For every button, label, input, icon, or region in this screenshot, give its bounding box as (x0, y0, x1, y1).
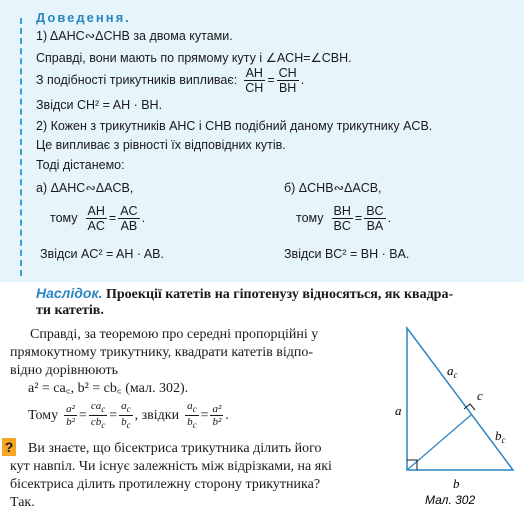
fraction-numerator: AH (245, 66, 263, 80)
case-a-heading: а) ΔAHC∾ΔACB, (36, 181, 134, 195)
label-ac-main: a (447, 363, 454, 378)
fraction-denominator: BA (366, 219, 384, 233)
fraction-ac-bc (119, 400, 133, 431)
fraction-numerator: AH (87, 204, 105, 218)
corollary-text-2-wrap (36, 302, 104, 319)
fraction-denominator: $b_c$ (187, 416, 197, 431)
fraction-denominator: b² (212, 416, 222, 429)
fraction-numerator: AC (120, 204, 138, 218)
case-b-result: Звідси BC² = BH · BA. (284, 247, 410, 261)
question-line-3: бісектриса ділить протилежну сторону трикутника? (10, 477, 321, 492)
fraction-a2-b2 (64, 403, 77, 428)
fraction-ac-bc-2 (185, 400, 199, 431)
question-mark-icon: ? (2, 438, 16, 456)
right-angle-mark-h (464, 404, 475, 410)
label-ac (447, 363, 458, 380)
case-a-result: Звідси AC² = AH · AB. (40, 247, 164, 261)
proof-line-6: Це випливає з рівності їх відповідних кутів. (36, 138, 286, 152)
proof-line-4: Звідси CH² = AH · BH. (36, 98, 163, 112)
fraction-bh-bc (332, 204, 353, 233)
fraction-numerator: $ca_c$ (90, 400, 106, 415)
label-bc-sub: c (501, 435, 506, 445)
proof-dash-line (20, 18, 22, 276)
body-line-2: прямокутному трикутнику, квадрати катетів відпо- (10, 345, 313, 360)
proof-line-1: 1) ΔAHC∾ΔCHB за двома кутами. (36, 29, 233, 43)
question-line-2: кут навпіл. Чи існує залежність між відрізками, на які (10, 459, 332, 474)
fraction-denominator: CH (245, 81, 264, 95)
case-b-tomu: тому (296, 211, 324, 225)
case-b-ratio: тому $\frac{BH}{BC}$ = $\frac{BC}{BA}$ . (296, 204, 392, 233)
case-a-ratio: тому $\frac{AH}{AC}$ = $\frac{AC}{AB}$ . (50, 204, 146, 233)
label-ac-sub: c (453, 370, 458, 380)
fraction-numerator: $a_c$ (121, 400, 131, 415)
body-line-4: a² = ca꜀, b² = cb꜀ (мал. 302). (28, 381, 189, 396)
question-line-4: Так. (10, 495, 35, 510)
corollary (36, 285, 516, 303)
fraction-numerator: a² (212, 403, 222, 416)
fraction-ch-bh (277, 66, 299, 95)
fraction-denominator: $b_c$ (121, 416, 131, 431)
fraction-denominator: $cb_c$ (90, 416, 106, 431)
label-b: b (453, 476, 460, 491)
fraction-denominator: AC (87, 219, 105, 233)
proof-line-3-text: З подібності трикутників випливає: (36, 73, 238, 87)
fraction-ah-ac (86, 204, 107, 233)
fraction-bc-ba (364, 204, 385, 233)
fraction-a2-b2-2 (210, 403, 223, 428)
fraction-numerator: CH (278, 66, 297, 80)
fraction-ac-ab (118, 204, 139, 233)
corollary-text-1: Проекції катетів на гіпотенузу відносяться, як квадра- (105, 287, 454, 302)
fraction-numerator: $a_c$ (187, 400, 197, 415)
fraction-denominator: b² (66, 416, 75, 429)
label-bc-main: b (495, 428, 502, 443)
label-a: a (395, 403, 402, 418)
triangle-outline (407, 328, 513, 470)
corollary-title: Наслідок. (36, 285, 103, 301)
fraction-numerator: a² (66, 403, 75, 416)
body-line-3: відно дорівнюють (10, 363, 118, 378)
fraction-numerator: BC (366, 204, 384, 218)
label-c: c (477, 388, 483, 403)
case-b-heading: б) ΔCHB∾ΔACB, (284, 181, 382, 195)
body-line-5: Тому $\frac{\text{a²}}{\text{b²}}$ = $\frac{ca_c}{cb_c}$ = $\frac{a_c}{b_c}$ , звідки $\frac{a_c}{b_c}$ = $\frac{\text{a²}}{\text{b²}}$ . (28, 400, 229, 431)
fraction-numerator: BH (333, 204, 351, 218)
fraction-denominator: BC (333, 219, 351, 233)
case-a-tomu: тому (50, 211, 78, 225)
fraction-ah-ch (243, 66, 265, 95)
question-line-1: Ви знаєте, що бісектриса трикутника ділить його (28, 441, 322, 456)
proof-line-3: З подібності трикутників випливає: $\frac{AH}{CH}$ = $\frac{CH}{BH}$ . (36, 66, 305, 95)
corollary-text-2: ти катетів. (36, 303, 104, 318)
proof-line-7: Тоді дістанемо: (36, 158, 125, 172)
body-line-1: Справді, за теоремою про середні пропорційні у (30, 327, 319, 342)
fraction-denominator: AB (120, 219, 138, 233)
figure-302 (395, 320, 520, 510)
body-tomu: Тому (28, 408, 59, 424)
label-bc (495, 428, 506, 445)
proof-line-5: 2) Кожен з трикутників AHC і CHB подібний даному трикутнику ACB. (36, 119, 433, 133)
proof-line-2: Справді, вони мають по прямому куту і ∠ACH=∠CBH. (36, 51, 352, 65)
proof-heading: Доведення. (36, 10, 131, 25)
fraction-denominator: BH (278, 81, 297, 95)
fraction-cac-cbc (89, 400, 107, 431)
body-zvidky: , звідки (134, 408, 180, 424)
figure-caption: Мал. 302 (425, 493, 476, 507)
